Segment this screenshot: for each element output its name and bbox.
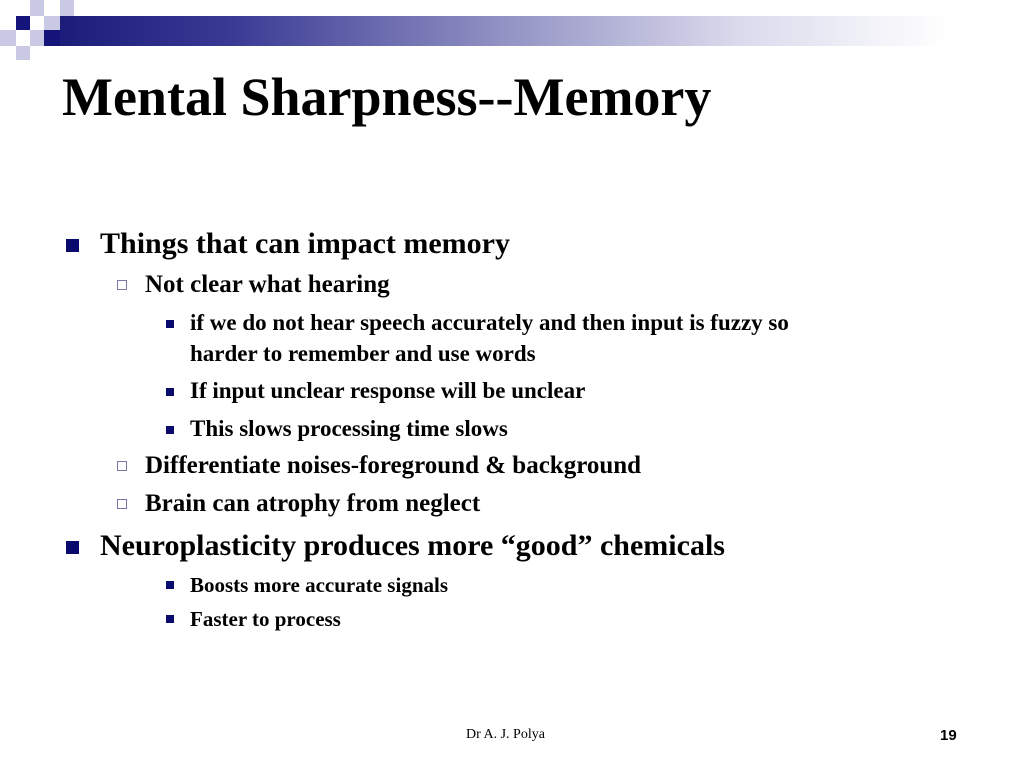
footer-author: Dr A. J. Polya — [466, 727, 545, 742]
small-square-bullet-icon — [166, 615, 174, 623]
bullet-level3-continuation: harder to remember and use words — [190, 341, 536, 366]
bullet-level3: This slows processing time slows — [190, 416, 508, 441]
small-square-bullet-icon — [166, 426, 174, 434]
square-bullet-icon — [66, 541, 79, 554]
square-bullet-icon — [66, 239, 79, 252]
bullet-level3: Faster to process — [190, 607, 341, 631]
bullet-level3: Boosts more accurate signals — [190, 573, 448, 597]
hollow-square-bullet-icon — [117, 499, 127, 509]
small-square-bullet-icon — [166, 581, 174, 589]
page-number: 19 — [940, 727, 957, 744]
bullet-level1: Neuroplasticity produces more “good” chemicals — [100, 529, 725, 562]
hollow-square-bullet-icon — [117, 461, 127, 471]
bullet-level2: Not clear what hearing — [145, 271, 390, 298]
hollow-square-bullet-icon — [117, 280, 127, 290]
bullet-level1: Things that can impact memory — [100, 227, 510, 260]
bullet-level2: Differentiate noises-foreground & background — [145, 452, 642, 479]
small-square-bullet-icon — [166, 320, 174, 328]
slide-title: Mental Sharpness--Memory — [62, 67, 712, 127]
bullet-level3: if we do not hear speech accurately and then input is fuzzy so — [190, 310, 789, 335]
bullet-level3: If input unclear response will be unclear — [190, 378, 586, 403]
small-square-bullet-icon — [166, 388, 174, 396]
bullet-level2: Brain can atrophy from neglect — [145, 490, 481, 517]
